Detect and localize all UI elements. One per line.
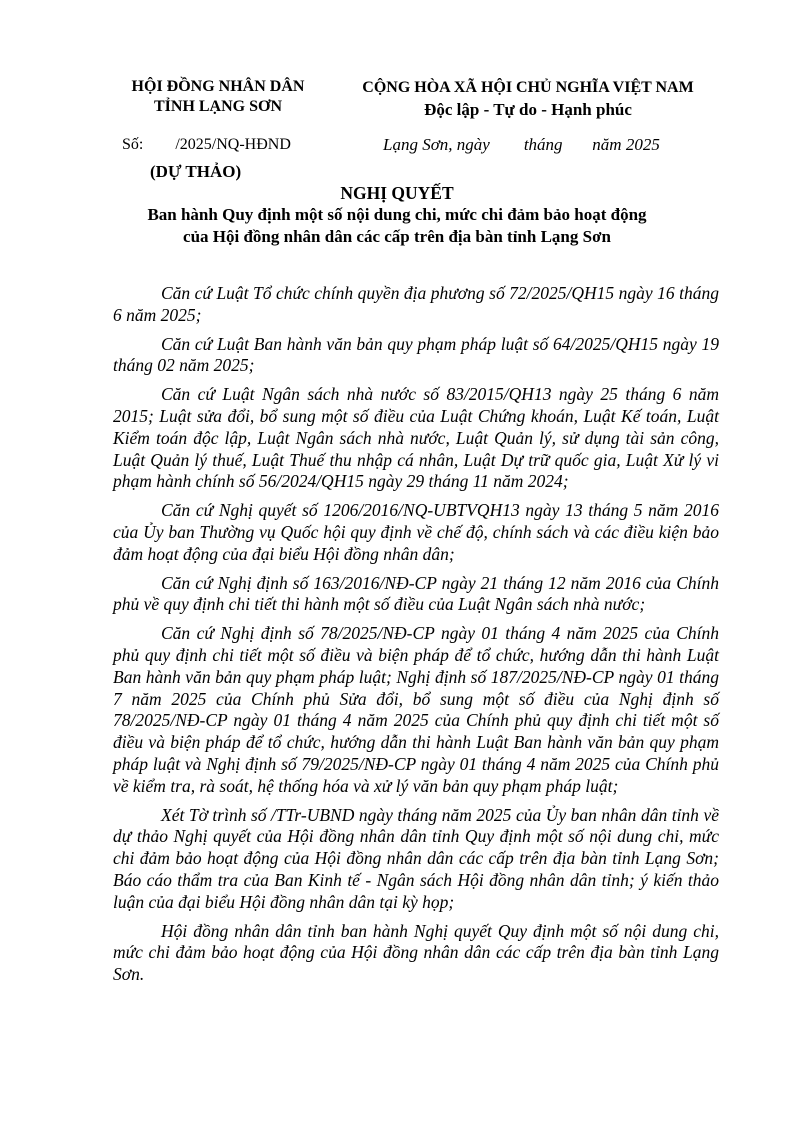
legal-basis-paragraph: Xét Tờ trình số /TTr-UBND ngày tháng năm 2025 của Ủy ban nhân dân tỉnh về dự thảo Nghị quyết của Hội đồng nhân dân tỉnh Quy định một số nội dung chi, mức chi đảm bảo hoạt động của Hội đồng nhân dân các cấp trên địa bàn tỉnh Lạng Sơn; Báo cáo thẩm tra của Ban Kinh tế - Ngân sách Hội đồng nhân dân tỉnh; ý kiến thảo luận của đại biểu Hội đồng nhân dân tại kỳ họp; xyxy=(113,804,719,912)
national-heading xyxy=(338,77,718,121)
authority-line-2: TỈNH LẠNG SƠN xyxy=(153,98,283,115)
issuing-authority xyxy=(108,77,328,117)
legal-basis-paragraph: Căn cứ Nghị quyết số 1206/2016/NQ-UBTVQH13 ngày 13 tháng 5 năm 2016 của Ủy ban Thường vụ Quốc hội quy định về chế độ, chính sách và các điều kiện bảo đảm hoạt động của đại biểu Hội đồng nhân dân; xyxy=(113,500,719,564)
subtitle-line-1: Ban hành Quy định một số nội dung chi, mức chi đảm bảo hoạt động xyxy=(147,205,647,224)
legal-basis-paragraph: Căn cứ Luật Tổ chức chính quyền địa phương số 72/2025/QH15 ngày 16 tháng 6 năm 2025; xyxy=(113,283,719,325)
subtitle-line-2: của Hội đồng nhân dân các cấp trên địa bàn tỉnh Lạng Sơn xyxy=(183,226,611,246)
enactment-paragraph: Hội đồng nhân dân tỉnh ban hành Nghị quyết Quy định một số nội dung chi, mức chi đảm bảo hoạt động của Hội đồng nhân dân các cấp trên địa bàn tỉnh Lạng Sơn. xyxy=(113,920,719,985)
document-subtitle xyxy=(100,204,694,247)
legal-basis-paragraph: Căn cứ Luật Ngân sách nhà nước số 83/2015/QH13 ngày 25 tháng 6 năm 2015; Luật sửa đổi, bổ sung một số điều của Luật Chứng khoán, Luật Kế toán, Luật Kiểm toán độc lập, Luật Ngân sách nhà nước, Luật Quản lý, sử dụng tài sản công, Luật Quản lý thuế, Luật Thuế thu nhập cá nhân, Luật Dự trữ quốc gia, Luật Xử lý vi phạm hành chính số 56/2024/QH15 ngày 29 tháng 11 năm 2024; xyxy=(113,384,719,492)
nation-name: CỘNG HÒA XÃ HỘI CHỦ NGHĨA VIỆT NAM xyxy=(362,79,694,96)
legal-basis-section xyxy=(113,283,719,993)
document-title: NGHỊ QUYẾT xyxy=(340,183,454,203)
national-motto: Độc lập - Tự do - Hạnh phúc xyxy=(424,100,632,119)
legal-basis-paragraph: Căn cứ Luật Ban hành văn bản quy phạm pháp luật số 64/2025/QH15 ngày 19 tháng 02 năm 2025; xyxy=(113,333,719,376)
legal-basis-paragraph: Căn cứ Nghị định số 163/2016/NĐ-CP ngày 21 tháng 12 năm 2016 của Chính phủ về quy định chi tiết thi hành một số điều của Luật Ngân sách nhà nước; xyxy=(113,572,719,615)
draft-label: (DỰ THẢO) xyxy=(150,162,242,181)
date-line: Lạng Sơn, ngày tháng năm 2025 xyxy=(383,135,660,154)
document-number: Số: /2025/NQ-HĐND xyxy=(122,136,291,153)
authority-line-1: HỘI ĐỒNG NHÂN DÂN xyxy=(131,78,305,95)
legal-basis-paragraph: Căn cứ Nghị định số 78/2025/NĐ-CP ngày 01 tháng 4 năm 2025 của Chính phủ quy định chi tiết một số điều và biện pháp để tổ chức, hướng dẫn thi hành Luật Ban hành văn bản quy phạm pháp luật; Nghị định số 187/2025/NĐ-CP ngày 01 tháng 7 năm 2025 của Chính phủ Sửa đổi, bổ sung một số điều của Nghị định số 78/2025/NĐ-CP ngày 01 tháng 4 năm 2025 của Chính phủ quy định chi tiết một số điều và biện pháp để tổ chức, hướng dẫn thi hành Luật Ban hành văn bản quy phạm pháp luật và Nghị định số 79/2025/NĐ-CP ngày 01 tháng 4 năm 2025 của Chính phủ về kiểm tra, rà soát, hệ thống hóa và xử lý văn bản quy phạm pháp luật; xyxy=(113,623,719,796)
